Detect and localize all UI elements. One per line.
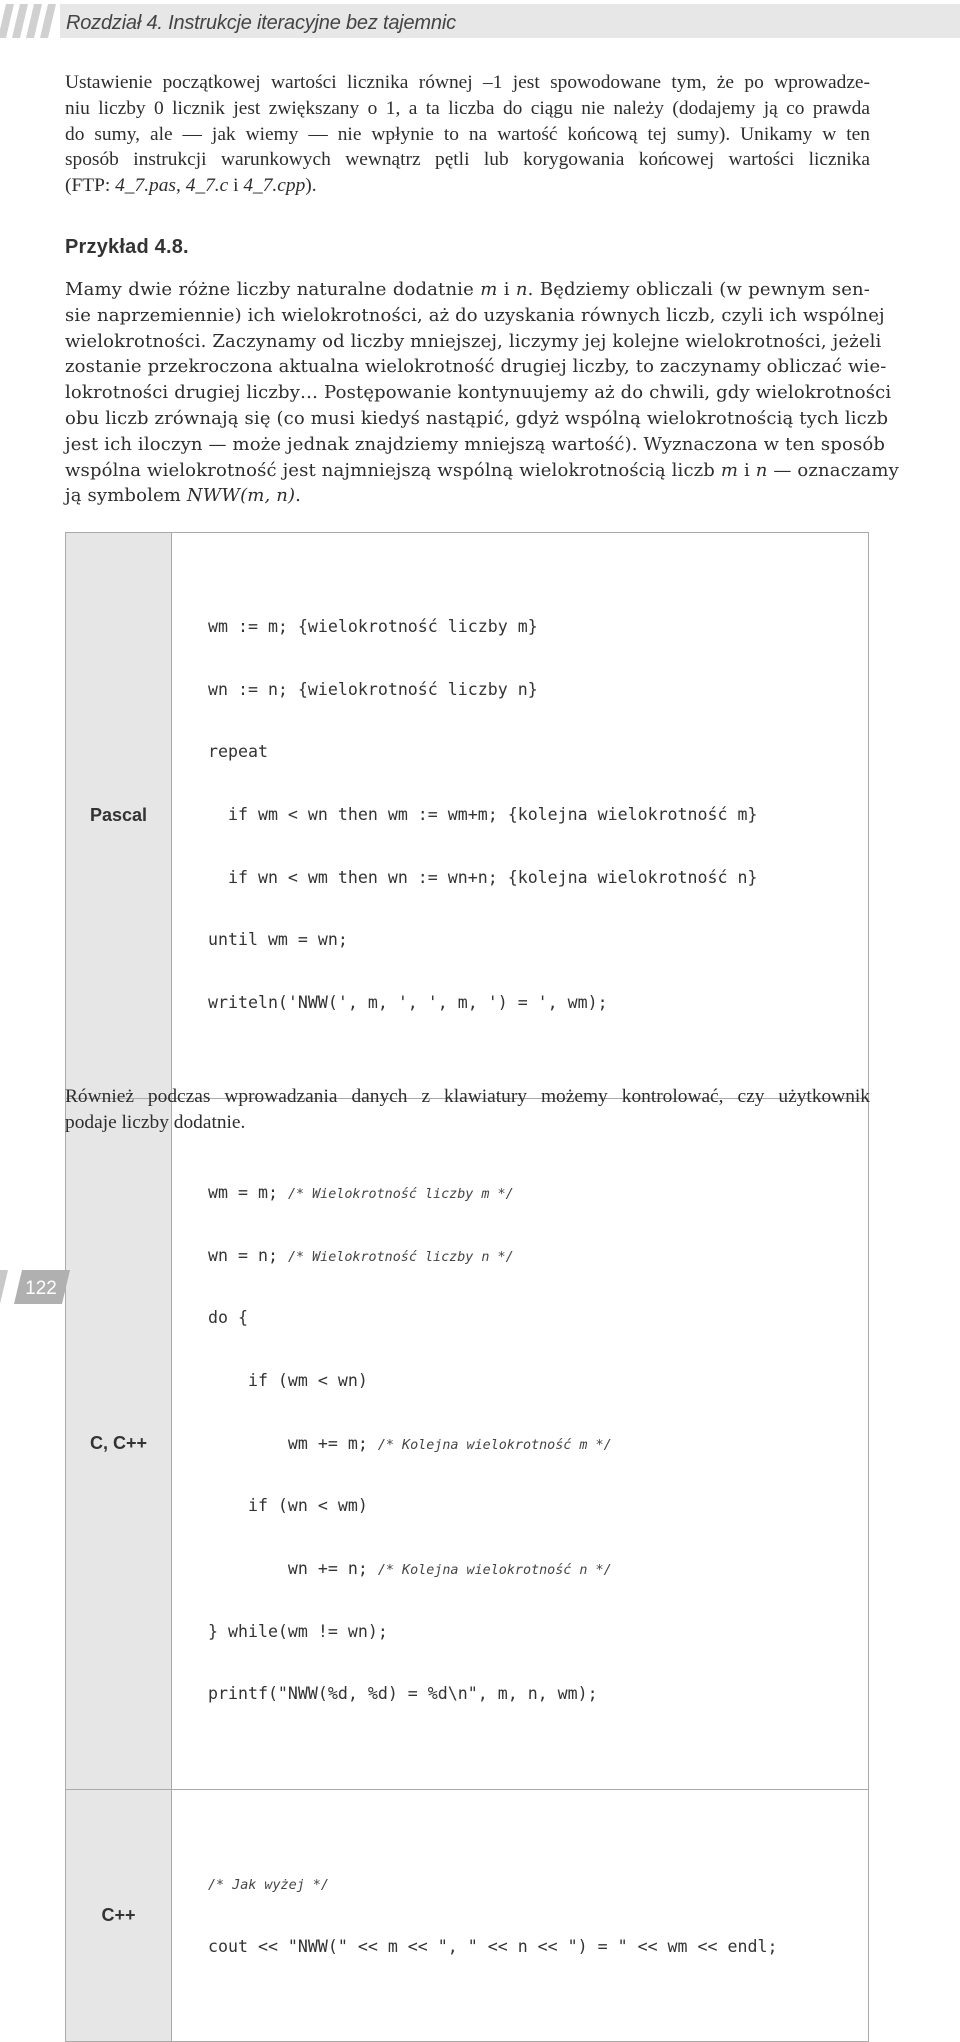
- code-line: do {: [208, 1308, 248, 1328]
- text-line: sposób instrukcji warunkowych wewnątrz pętli lub korygowania końcowej wartości licznika: [65, 149, 870, 171]
- text-line: Również podczas wprowadzania danych z klawiatury możemy kontrolować, czy użytkownik: [65, 1086, 870, 1107]
- text-line: niu liczby 0 licznik jest zwiększany o 1, a ta liczba do ciągu nie należy (dodajemy ją co prawda: [65, 97, 870, 119]
- example-heading: Przykład 4.8.: [65, 236, 189, 258]
- chapter-title: Rozdział 4. Instrukcje iteracyjne bez tajemnic: [66, 12, 456, 34]
- code-block-c: [172, 1098, 869, 1789]
- language-label-c: C, C++: [66, 1098, 172, 1789]
- text-line: do sumy, ale — jak wiemy — nie wpłynie to na wartość końcową tej sumy). Unikamy w ten: [65, 123, 870, 145]
- code-comment: /* Kolejna wielokrotność n */: [377, 1562, 612, 1578]
- code-line: if wm < wn then wm := wm+m; {kolejna wielokrotność m}: [208, 805, 758, 825]
- code-comment: /* Wielokrotność liczby m */: [287, 1186, 514, 1202]
- code-line: if (wn < wm): [208, 1496, 368, 1516]
- code-line: [208, 1872, 868, 1897]
- code-line: } while(wm != wn);: [208, 1621, 388, 1641]
- text-line: Mamy dwie różne liczby naturalne dodatnie m i n. Będziemy obliczali (w pewnym sen-: [65, 279, 870, 300]
- code-comment: /* Jak wyżej */: [208, 1878, 329, 1893]
- ftp-file-c: 4_7.c: [185, 175, 229, 197]
- ftp-file-pas: 4_7.pas: [115, 175, 176, 197]
- ftp-reference-line: (FTP: 4_7.pas, 4_7.c i 4_7.cpp).: [65, 175, 317, 197]
- code-line: wm = m; /* Wielokrotność liczby m */: [208, 1182, 514, 1202]
- code-line: cout << "NWW(" << m << ", " << n << ") = " << wm << endl;: [208, 1936, 778, 1956]
- text-line: podaje liczby dodatnie.: [65, 1111, 246, 1133]
- code-line: repeat: [208, 742, 268, 762]
- language-label-cpp: C++: [66, 1790, 172, 2042]
- text-line: Ustawienie początkowej wartości licznika równej –1 jest spowodowane tym, że po wprowadze-: [65, 72, 870, 93]
- example-paragraph: [65, 277, 899, 509]
- running-header: [0, 0, 960, 40]
- code-line: until wm = wn;: [208, 930, 348, 950]
- code-line: wn = n; /* Wielokrotność liczby n */: [208, 1245, 514, 1265]
- text-line: obu liczb zrównają się (co musi kiedyś nastąpić, gdyż wspólną wielokrotnością tych liczb: [65, 407, 889, 429]
- text-line: wspólna wielokrotność jest najmniejszą wspólną wielokrotnością liczb m i n — oznaczamy: [65, 459, 899, 481]
- text-line: lokrotności drugiej liczby… Postępowanie kontynuujemy aż do chwili, gdy wielokrotności: [65, 382, 892, 404]
- text-line: jest ich iloczyn — może jednak znajdziemy mniejszą wartość). Wyznaczona w ten sposób: [65, 433, 886, 455]
- code-line: printf("NWW(%d, %d) = %d\n", m, n, wm);: [208, 1684, 598, 1704]
- table-row: [66, 1098, 869, 1789]
- code-line: wm += m; /* Kolejna wielokrotność m */: [208, 1433, 612, 1453]
- text-line: zostanie przekroczona aktualna wielokrotność drugiej liczby, to zaczynamy obliczać wie-: [65, 356, 887, 378]
- language-label-pascal: Pascal: [66, 533, 172, 1099]
- code-line: if (wm < wn): [208, 1370, 368, 1390]
- table-row: [66, 533, 869, 1099]
- ftp-file-cpp: 4_7.cpp: [243, 175, 306, 197]
- text-line: sie naprzemiennie) ich wielokrotności, aż do uzyskania równych liczb, czyli ich wspólnej: [65, 304, 885, 326]
- code-comment: /* Wielokrotność liczby n */: [287, 1249, 514, 1265]
- code-line: writeln('NWW(', m, ', ', m, ') = ', wm);: [208, 993, 608, 1013]
- closing-paragraph: [65, 1084, 870, 1136]
- page-number: 122: [25, 1278, 57, 1299]
- text-line: wielokrotności. Zaczynamy od liczby mniejszej, liczymy jej kolejne wielokrotności, jeżeli: [65, 330, 882, 352]
- code-block-pascal: [172, 533, 869, 1099]
- code-comment: /* Kolejna wielokrotność m */: [377, 1437, 612, 1453]
- code-line: wn := n; {wielokrotność liczby n}: [208, 679, 538, 699]
- table-row: [66, 1790, 869, 2042]
- text-line: ją symbolem NWW(m, n).: [65, 485, 302, 507]
- code-comparison-table: [65, 532, 869, 2042]
- code-line: if wn < wm then wn := wn+n; {kolejna wielokrotność n}: [208, 867, 758, 887]
- code-block-cpp: [172, 1790, 869, 2042]
- nww-symbol: NWW(m, n): [186, 485, 296, 507]
- intro-paragraph: [65, 70, 870, 199]
- code-line: wn += n; /* Kolejna wielokrotność n */: [208, 1558, 612, 1578]
- code-line: wm := m; {wielokrotność liczby m}: [208, 617, 538, 636]
